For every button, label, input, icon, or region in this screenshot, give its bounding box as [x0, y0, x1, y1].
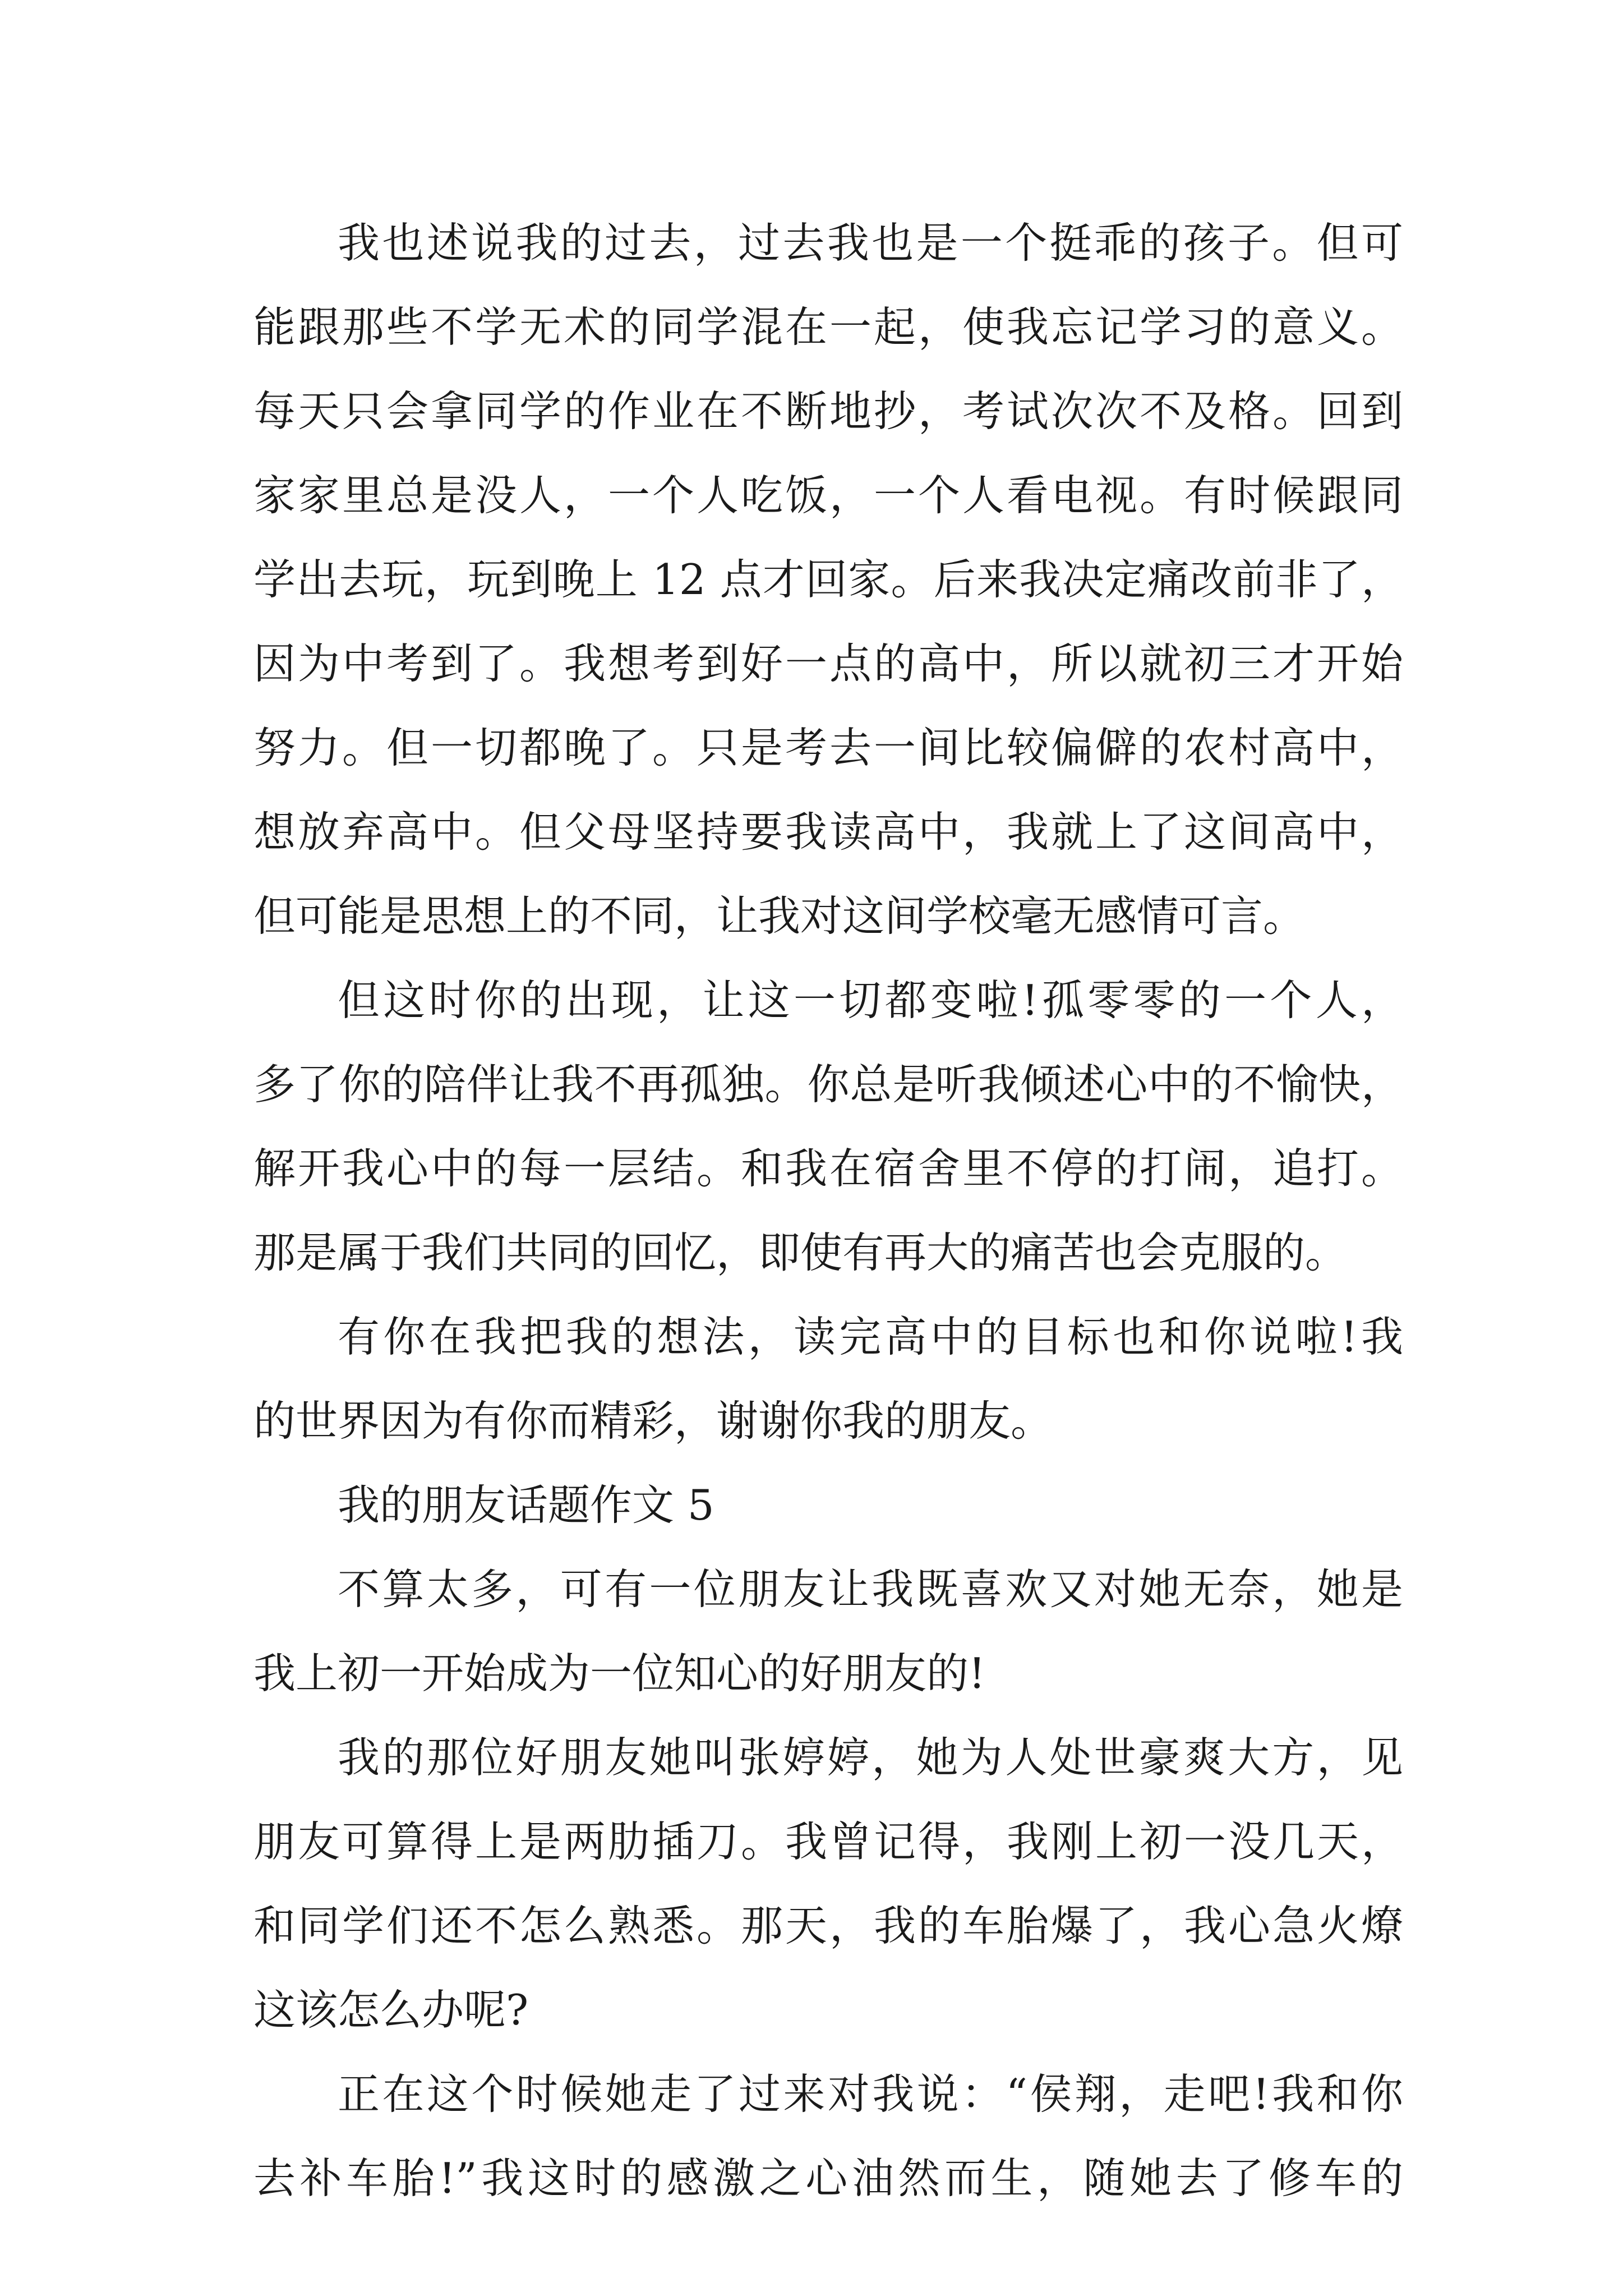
- text-line: 解开我心中的每一层结。和我在宿舍里不停的打闹，追打。: [253, 1144, 1403, 1193]
- text-line: 因为中考到了。我想考到好一点的高中，所以就初三才开始: [253, 639, 1403, 688]
- text-line: 但可能是思想上的不同，让我对这间学校毫无感情可言。: [253, 891, 1306, 941]
- text-line: 朋友可算得上是两肋插刀。我曾记得，我刚上初一没几天，: [253, 1817, 1403, 1866]
- text-line: 不算太多，可有一位朋友让我既喜欢又对她无奈，她是: [338, 1565, 1403, 1614]
- text-line: 每天只会拿同学的作业在不断地抄，考试次次不及格。回到: [253, 386, 1403, 436]
- text-line: 正在这个时候她走了过来对我说：“侯翔，走吧!我和你: [338, 2069, 1403, 2119]
- text-line: 和同学们还不怎么熟悉。那天，我的车胎爆了，我心急火燎: [253, 1901, 1403, 1950]
- text-line: 去补车胎!”我这时的感激之心油然而生，随她去了修车的: [253, 2154, 1403, 2203]
- text-line: 学出去玩，玩到晚上 12 点才回家。后来我决定痛改前非了，: [253, 555, 1403, 604]
- text-line: 我也述说我的过去，过去我也是一个挺乖的孩子。但可: [338, 218, 1403, 268]
- text-line: 那是属于我们共同的回忆，即使有再大的痛苦也会克服的。: [253, 1228, 1348, 1277]
- text-line: 家家里总是没人，一个人吃饭，一个人看电视。有时候跟同: [253, 471, 1403, 520]
- text-line: 我上初一开始成为一位知心的好朋友的!: [253, 1649, 986, 1698]
- text-line: 想放弃高中。但父母坚持要我读高中，我就上了这间高中，: [253, 807, 1403, 857]
- section-heading: 我的朋友话题作文 5: [338, 1480, 714, 1530]
- text-line: 有你在我把我的想法，读完高中的目标也和你说啦!我: [338, 1312, 1403, 1361]
- text-line: 我的那位好朋友她叫张婷婷，她为人处世豪爽大方，见: [338, 1733, 1403, 1782]
- text-line: 但这时你的出现，让这一切都变啦!孤零零的一个人，: [338, 976, 1403, 1025]
- text-line: 这该怎么办呢?: [253, 1985, 529, 2035]
- text-line: 能跟那些不学无术的同学混在一起，使我忘记学习的意义。: [253, 302, 1403, 352]
- text-line: 多了你的陪伴让我不再孤独。你总是听我倾述心中的不愉快，: [253, 1060, 1403, 1109]
- document-body: [253, 201, 1403, 2220]
- text-line: 的世界因为有你而精彩，谢谢你我的朋友。: [253, 1396, 1053, 1446]
- text-line: 努力。但一切都晚了。只是考去一间比较偏僻的农村高中，: [253, 723, 1403, 772]
